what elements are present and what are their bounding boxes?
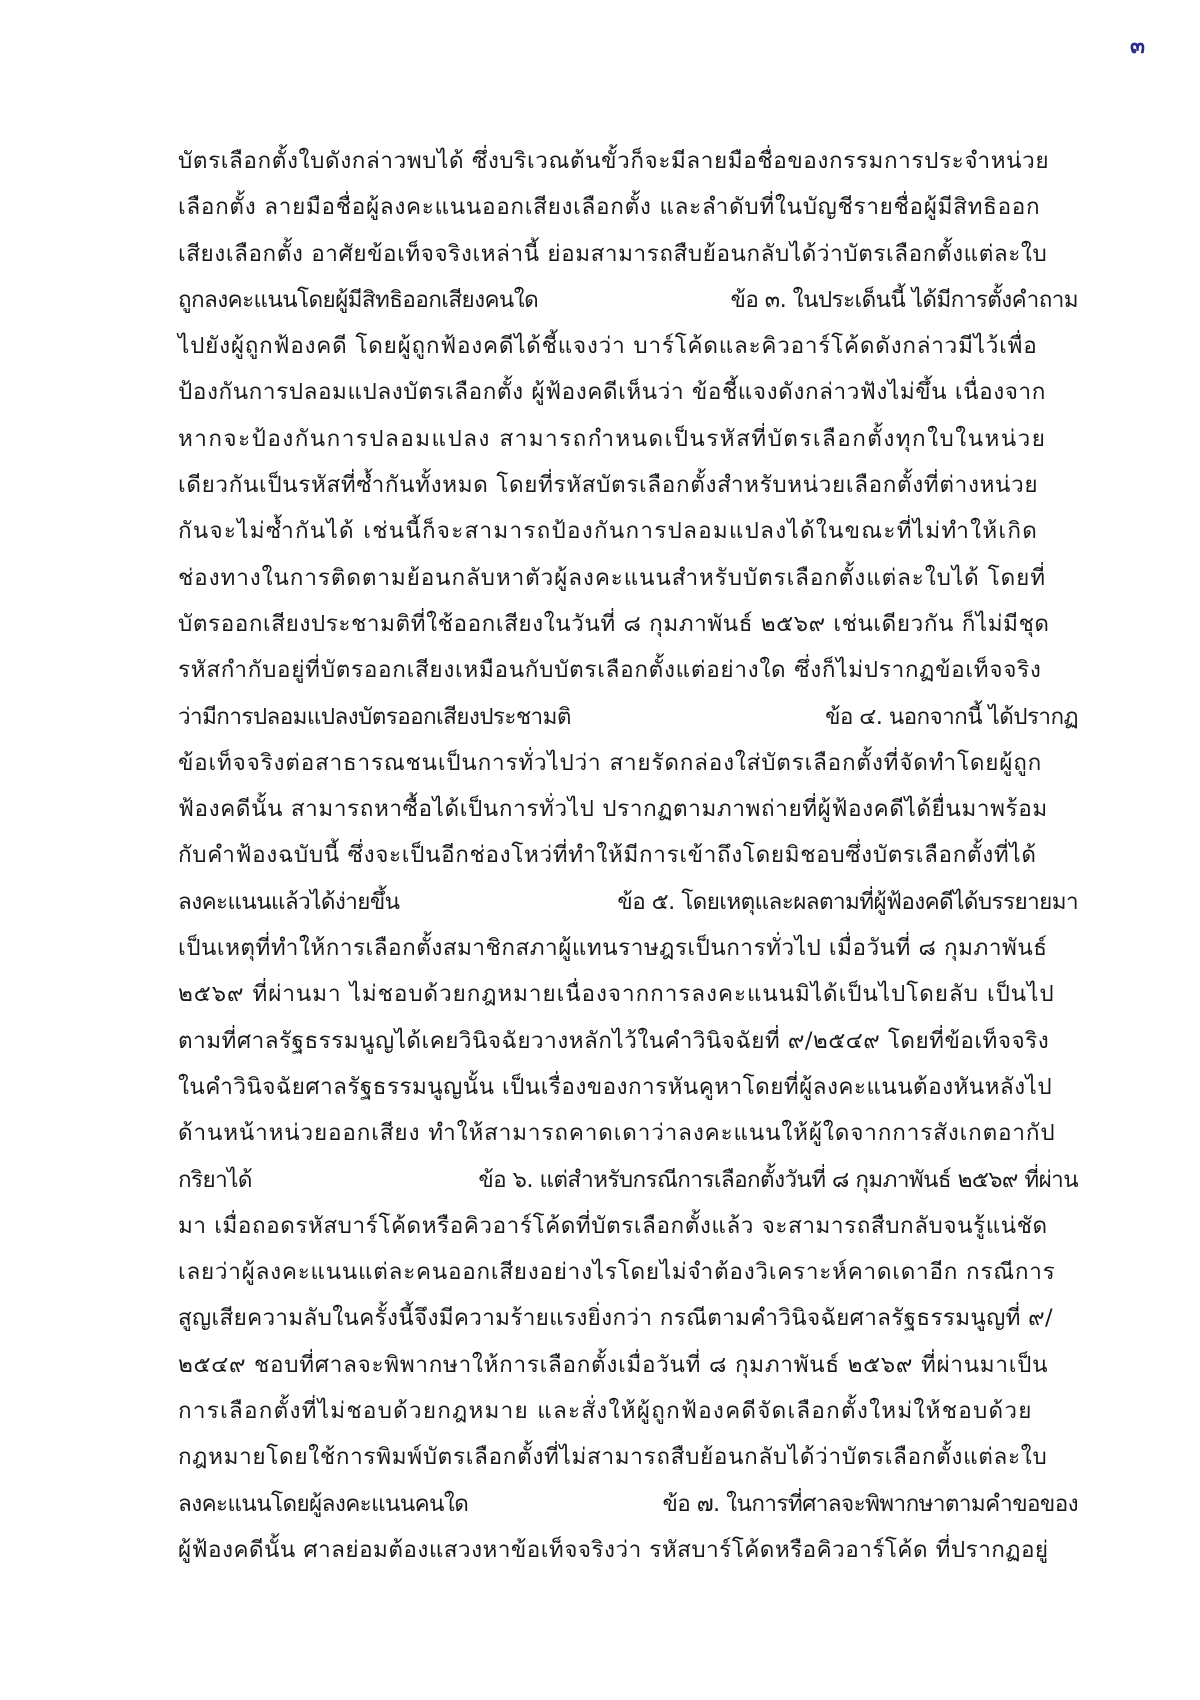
line-text: ไปยังผู้ถูกฟ้องคดี โดยผู้ถูกฟ้องคดีได้ชี้แจงว่า บาร์โค้ดและคิวอาร์โค้ดดังกล่าวมีไว้เพื่อ bbox=[178, 333, 1038, 360]
line-text: ฟ้องคดีนั้น สามารถหาซื้อได้เป็นการทั่วไป ปรากฏตามภาพถ่ายที่ผู้ฟ้องคดีได้ยื่นมาพร้อม bbox=[178, 796, 1048, 823]
line-text: ด้านหน้าหน่วยออกเสียง ทำให้สามารถคาดเดาว่าลงคะแนนให้ผู้ใดจากการสังเกตอากัป bbox=[178, 1120, 1056, 1147]
line-text: ๒๕๔๙ ชอบที่ศาลจะพิพากษาให้การเลือกตั้งเมื่อวันที่ ๘ กุมภาพันธ์ ๒๕๖๙ ที่ผ่านมาเป็น bbox=[178, 1351, 1049, 1378]
line-text: เลยว่าผู้ลงคะแนนแต่ละคนออกเสียงอย่างไรโดยไม่จำต้องวิเคราะห์คาดเดาอีก กรณีการ bbox=[178, 1259, 1056, 1286]
text-line bbox=[178, 323, 1078, 369]
text-line bbox=[178, 184, 1078, 230]
text-line bbox=[178, 1018, 1078, 1064]
page-number: ๓ bbox=[1130, 34, 1146, 59]
document-body bbox=[178, 138, 1078, 1573]
clause-heading-segment: ข้อ ๗. ในการที่ศาลจะพิพากษาตามคำขอของ bbox=[662, 1490, 1078, 1517]
text-line bbox=[178, 1157, 1078, 1203]
line-segment-left: ลงคะแนนแล้วได้ง่ายขึ้น bbox=[178, 888, 400, 915]
text-line bbox=[178, 601, 1078, 647]
text-line bbox=[178, 231, 1078, 277]
line-text: เลือกตั้ง ลายมือชื่อผู้ลงคะแนนออกเสียงเลือกตั้ง และลำดับที่ในบัญชีรายชื่อผู้มีสิทธิออก bbox=[178, 194, 1041, 221]
line-segment-left: ว่ามีการปลอมแปลงบัตรออกเสียงประชามติ bbox=[178, 703, 571, 730]
clause-heading-segment: ข้อ ๖. แต่สำหรับกรณีการเลือกตั้งวันที่ ๘ กุมภาพันธ์ ๒๕๖๙ ที่ผ่าน bbox=[478, 1166, 1078, 1193]
text-line bbox=[178, 1203, 1078, 1249]
text-line bbox=[178, 879, 1078, 925]
clause-heading-segment: ข้อ ๔. นอกจากนี้ ได้ปรากฏ bbox=[825, 703, 1078, 730]
line-text: กันจะไม่ซ้ำกันได้ เช่นนี้ก็จะสามารถป้องกันการปลอมแปลงได้ในขณะที่ไม่ทำให้เกิด bbox=[178, 518, 1039, 545]
text-line bbox=[178, 416, 1078, 462]
text-line bbox=[178, 1434, 1078, 1480]
text-line bbox=[178, 1064, 1078, 1110]
line-text: กฎหมายโดยใช้การพิมพ์บัตรเลือกตั้งที่ไม่สามารถสืบย้อนกลับได้ว่าบัตรเลือกตั้งแต่ละใบ bbox=[178, 1444, 1048, 1471]
line-text: บัตรออกเสียงประชามติที่ใช้ออกเสียงในวันที่ ๘ กุมภาพันธ์ ๒๕๖๙ เช่นเดียวกัน ก็ไม่มีชุด bbox=[178, 610, 1050, 637]
text-line bbox=[178, 508, 1078, 554]
line-text: ป้องกันการปลอมแปลงบัตรเลือกตั้ง ผู้ฟ้องคดีเห็นว่า ข้อชี้แจงดังกล่าวฟังไม่ขึ้น เนื่องจาก bbox=[178, 379, 1046, 406]
line-segment-left: ลงคะแนนโดยผู้ลงคะแนนคนใด bbox=[178, 1490, 469, 1517]
text-line bbox=[178, 277, 1078, 323]
text-line bbox=[178, 1110, 1078, 1156]
line-text: ในคำวินิจฉัยศาลรัฐธรรมนูญนั้น เป็นเรื่องของการหันคูหาโดยที่ผู้ลงคะแนนต้องหันหลังไป bbox=[178, 1073, 1053, 1100]
text-line bbox=[178, 1295, 1078, 1341]
text-line bbox=[178, 1342, 1078, 1388]
text-line bbox=[178, 925, 1078, 971]
line-text: ๒๕๖๙ ที่ผ่านมา ไม่ชอบด้วยกฎหมายเนื่องจากการลงคะแนนมิได้เป็นไปโดยลับ เป็นไป bbox=[178, 981, 1055, 1008]
clause-heading-segment: ข้อ ๕. โดยเหตุและผลตามที่ผู้ฟ้องคดีได้บรรยายมา bbox=[617, 888, 1078, 915]
text-line bbox=[178, 786, 1078, 832]
line-text: ช่องทางในการติดตามย้อนกลับหาตัวผู้ลงคะแนนสำหรับบัตรเลือกตั้งแต่ละใบได้ โดยที่ bbox=[178, 564, 1046, 591]
line-text: เป็นเหตุที่ทำให้การเลือกตั้งสมาชิกสภาผู้แทนราษฎรเป็นการทั่วไป เมื่อวันที่ ๘ กุมภาพันธ์ bbox=[178, 935, 1048, 962]
text-line bbox=[178, 1388, 1078, 1434]
line-text: ผู้ฟ้องคดีนั้น ศาลย่อมต้องแสวงหาข้อเท็จจริงว่า รหัสบาร์โค้ดหรือคิวอาร์โค้ด ที่ปรากฏอยู่ bbox=[178, 1536, 1049, 1563]
clause-heading-segment: ข้อ ๓. ในประเด็นนี้ ได้มีการตั้งคำถาม bbox=[730, 286, 1078, 313]
text-line bbox=[178, 647, 1078, 693]
line-text: เสียงเลือกตั้ง อาศัยข้อเท็จจริงเหล่านี้ ย่อมสามารถสืบย้อนกลับได้ว่าบัตรเลือกตั้งแต่ละใบ bbox=[178, 240, 1048, 267]
line-segment-left: กริยาได้ bbox=[178, 1166, 252, 1193]
line-text: รหัสกำกับอยู่ที่บัตรออกเสียงเหมือนกับบัตรเลือกตั้งแต่อย่างใด ซึ่งก็ไม่ปรากฏข้อเท็จจริง bbox=[178, 657, 1042, 684]
line-segment-left: ถูกลงคะแนนโดยผู้มีสิทธิออกเสียงคนใด bbox=[178, 286, 539, 313]
line-text: มา เมื่อถอดรหัสบาร์โค้ดหรือคิวอาร์โค้ดที่บัตรเลือกตั้งแล้ว จะสามารถสืบกลับจนรู้แน่ชัด bbox=[178, 1212, 1048, 1239]
line-text: ตามที่ศาลรัฐธรรมนูญได้เคยวินิจฉัยวางหลักไว้ในคำวินิจฉัยที่ ๙/๒๕๔๙ โดยที่ข้อเท็จจริง bbox=[178, 1027, 1050, 1054]
text-line bbox=[178, 1527, 1078, 1573]
text-line bbox=[178, 832, 1078, 878]
line-text: บัตรเลือกตั้งใบดังกล่าวพบได้ ซึ่งบริเวณต้นขั้วก็จะมีลายมือชื่อของกรรมการประจำหน่วย bbox=[178, 148, 1050, 174]
line-text: ข้อเท็จจริงต่อสาธารณชนเป็นการทั่วไปว่า สายรัดกล่องใส่บัตรเลือกตั้งที่จัดทำโดยผู้ถูก bbox=[178, 749, 1043, 776]
line-text: สูญเสียความลับในครั้งนี้จึงมีความร้ายแรงยิ่งกว่า กรณีตามคำวินิจฉัยศาลรัฐธรรมนูญที่ ๙/ bbox=[178, 1305, 1053, 1332]
text-line bbox=[178, 369, 1078, 415]
text-line bbox=[178, 1249, 1078, 1295]
text-line bbox=[178, 694, 1078, 740]
line-text: กับคำฟ้องฉบับนี้ ซึ่งจะเป็นอีกช่องโหว่ที่ทำให้มีการเข้าถึงโดยมิชอบซึ่งบัตรเลือกตั้งที่ได้ bbox=[178, 842, 1037, 869]
text-line bbox=[178, 138, 1078, 184]
line-text: หากจะป้องกันการปลอมแปลง สามารถกำหนดเป็นรหัสที่บัตรเลือกตั้งทุกใบในหน่วย bbox=[178, 425, 1047, 452]
text-line bbox=[178, 971, 1078, 1017]
line-text: เดียวกันเป็นรหัสที่ซ้ำกันทั้งหมด โดยที่รหัสบัตรเลือกตั้งสำหรับหน่วยเลือกตั้งที่ต่างหน่วย bbox=[178, 472, 1039, 499]
text-line bbox=[178, 555, 1078, 601]
text-line bbox=[178, 740, 1078, 786]
line-text: การเลือกตั้งที่ไม่ชอบด้วยกฎหมาย และสั่งให้ผู้ถูกฟ้องคดีจัดเลือกตั้งใหม่ให้ชอบด้วย bbox=[178, 1398, 1033, 1425]
text-line bbox=[178, 462, 1078, 508]
text-line bbox=[178, 1481, 1078, 1527]
